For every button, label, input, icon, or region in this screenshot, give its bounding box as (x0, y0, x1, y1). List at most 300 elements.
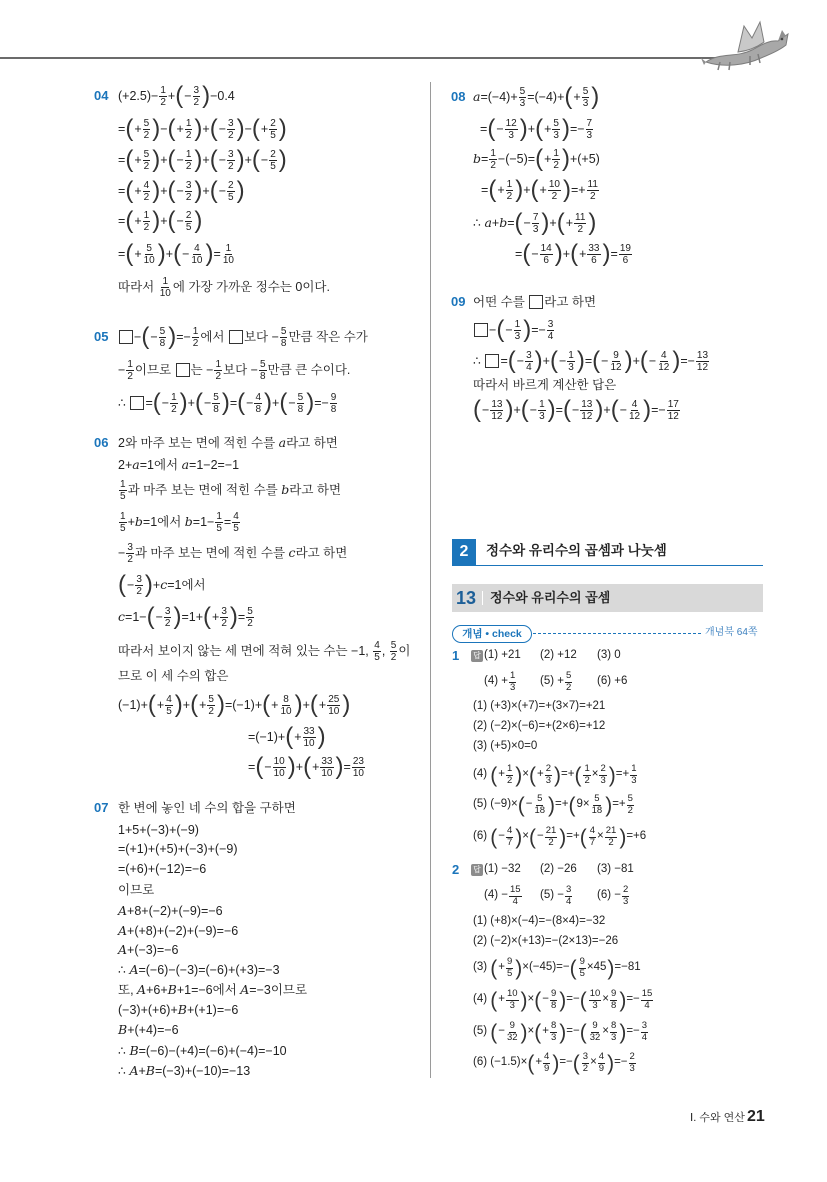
answer-icon: 답 (471, 864, 483, 876)
paren-group (203, 605, 238, 629)
numerator: 3 (185, 179, 192, 191)
math-text: = (507, 215, 515, 230)
math-text: =− (566, 1025, 580, 1038)
math-text: ( + (199, 697, 207, 712)
math-text: ( + (498, 993, 505, 1006)
denominator: 2 (577, 223, 583, 235)
math-text: + (182, 697, 191, 712)
paren-group (490, 826, 522, 848)
numerator: 3 (228, 148, 234, 160)
numerator: 4 (374, 639, 380, 651)
paren-group (488, 178, 523, 202)
math-text: = (118, 121, 126, 136)
fraction (667, 399, 680, 422)
denominator: 3 (629, 1062, 635, 1074)
math-text: × (597, 830, 604, 843)
paren-group (153, 391, 188, 415)
paren-group (195, 391, 230, 415)
math-line (118, 475, 341, 505)
math-text: = (145, 395, 153, 410)
fraction (352, 756, 365, 779)
denominator: 8 (611, 999, 617, 1011)
math-text: +(+4)=−6 (127, 1022, 179, 1037)
fraction (259, 359, 267, 382)
numerator: 5 (565, 670, 572, 681)
denominator: 8 (330, 403, 337, 415)
numerator: ( 9 (579, 956, 585, 967)
math-text: = (555, 402, 563, 417)
math-text: (1) (+3)×(+7)=+(3×7)=+21 (473, 700, 606, 713)
math-line (118, 322, 368, 352)
concept-book-ref: 개념북 64쪽 (705, 627, 758, 638)
math-text: = (343, 759, 351, 774)
denominator: 4 (547, 330, 554, 342)
paren-group (118, 573, 153, 597)
variable: A (129, 1062, 139, 1078)
math-text: ( − (260, 152, 269, 167)
fraction (506, 764, 513, 786)
fraction (126, 542, 134, 565)
solution-line (473, 953, 641, 983)
denominator: 5 (228, 191, 234, 203)
math-text: × (602, 993, 610, 1006)
denominator: 2 (490, 159, 496, 171)
denominator: 8 (550, 999, 557, 1011)
math-line (118, 690, 350, 720)
variable: B (177, 1001, 187, 1017)
math-text: + (562, 246, 571, 261)
math-text: ( − (525, 798, 533, 811)
fraction (170, 392, 178, 415)
math-text: + (549, 215, 557, 230)
variable: c (288, 544, 296, 560)
denominator: 3 (545, 774, 551, 786)
math-text: + (513, 402, 521, 417)
variable: B (145, 1062, 155, 1078)
denominator: 2 (551, 190, 558, 202)
math-text: =+ (612, 798, 626, 811)
denominator: 10 (303, 737, 315, 749)
math-text: × (591, 768, 599, 781)
math-text: (6) (473, 830, 491, 843)
variable: b (184, 513, 193, 529)
denominator: 9 (598, 1062, 605, 1074)
fraction (269, 118, 277, 141)
denominator: 2 (143, 221, 150, 233)
fraction (547, 319, 555, 342)
denominator: 2 (247, 617, 253, 629)
numerator: 2 (270, 117, 276, 129)
math-text: 이므로 (134, 362, 175, 377)
math-text: =(−4)+ (480, 89, 518, 104)
fraction (545, 826, 558, 848)
denominator: 8 (213, 403, 219, 415)
math-text: + (272, 395, 280, 410)
denominator: 7 (506, 836, 513, 848)
numerator: 2 (545, 763, 551, 774)
math-text: (1) +21 (484, 649, 521, 662)
numerator: ( 10 (589, 988, 601, 999)
fraction (565, 885, 572, 907)
math-line (118, 661, 229, 691)
math-text: =1에서 (139, 457, 182, 472)
paren-group (255, 755, 295, 779)
fraction (193, 85, 201, 108)
numerator: 5 (259, 358, 266, 370)
paren-group (573, 1052, 614, 1074)
numerator: 3 (164, 605, 171, 617)
math-text: =(−3)+(−10)=−13 (154, 1063, 251, 1078)
numerator: 9 (611, 988, 617, 999)
math-text: (2) (−2)×(−6)=+(2×6)=+12 (473, 720, 606, 733)
math-text: 에서 (200, 329, 228, 344)
math-text: (1) −32 (484, 863, 521, 876)
math-text: ( + (536, 768, 544, 781)
math-text: 라고 하면 (289, 482, 342, 497)
denominator: 2 (171, 403, 177, 415)
fraction (220, 606, 228, 629)
math-text: =− (531, 322, 546, 337)
math-text: 라고 하면 (295, 545, 348, 560)
solution-line (473, 790, 635, 820)
numerator: 3 (127, 541, 133, 553)
fraction (540, 243, 553, 266)
numerator: 9 (506, 956, 513, 967)
math-text: =− (651, 402, 666, 417)
fraction (552, 148, 560, 171)
math-text: + (160, 152, 168, 167)
numerator: 4 (233, 510, 239, 522)
math-text: =− (314, 395, 329, 410)
fraction (622, 885, 629, 907)
math-text: = (610, 246, 618, 261)
paren-group (148, 693, 183, 717)
fraction (509, 671, 516, 693)
denominator: 5 (579, 967, 585, 979)
math-text: ( − (531, 246, 539, 261)
paren-group (168, 148, 203, 172)
fraction (582, 86, 590, 109)
denominator: 2 (185, 129, 192, 141)
numerator: 1 (127, 358, 133, 370)
numerator: 1 (225, 242, 232, 254)
denominator: 18 (534, 804, 546, 816)
denominator: 7 (589, 836, 596, 848)
fraction (159, 276, 172, 299)
denominator: 12 (658, 361, 670, 373)
fraction (373, 640, 381, 663)
blank-box (130, 396, 144, 410)
denominator: 8 (159, 337, 166, 349)
math-line (473, 208, 596, 238)
paren-group (279, 391, 314, 415)
math-text: ( + (134, 152, 142, 167)
math-text: =(+1)+(+5)+(−3)+(−9) (118, 841, 238, 856)
solution-line (473, 822, 646, 852)
paren-group (168, 209, 203, 233)
paren-group (490, 764, 522, 786)
math-text: ( + (535, 1056, 543, 1069)
numerator: 4 (194, 242, 200, 254)
denominator: 10 (273, 767, 285, 779)
solution-line (473, 760, 638, 790)
fraction (143, 243, 156, 266)
math-text: 따라서 (118, 279, 158, 294)
denominator: 3 (553, 129, 559, 141)
fraction (390, 640, 398, 663)
numerator: 3 (136, 573, 142, 585)
math-text: × (522, 830, 529, 843)
paren-group (141, 325, 176, 349)
math-text: ×45 (586, 961, 607, 974)
math-text: = (500, 353, 508, 368)
fraction (227, 118, 235, 141)
fraction (506, 1021, 519, 1043)
fraction (589, 826, 596, 848)
math-line (248, 752, 366, 782)
math-line (118, 1056, 250, 1086)
math-text: ( − (176, 183, 184, 198)
numerator: 4 (143, 179, 150, 191)
math-text: + (527, 121, 536, 136)
fraction (303, 726, 316, 749)
denominator: 2 (228, 129, 234, 141)
numerator: 3 (565, 884, 572, 895)
math-text: (6) (−1.5)× (473, 1056, 528, 1069)
math-text: − (118, 545, 126, 560)
fraction (550, 1021, 557, 1043)
math-text: ( + (565, 215, 574, 230)
math-text: + (187, 395, 195, 410)
concept-check-tag: 개념 • check (452, 625, 532, 643)
denominator: 12 (667, 410, 679, 422)
denominator: 5 (120, 490, 126, 502)
chapter-label: Ⅰ. 수와 연산 (690, 1112, 745, 1124)
numerator: 4 (166, 693, 172, 705)
fraction (190, 243, 203, 266)
math-text: =− (559, 1056, 573, 1069)
math-text: + (244, 152, 252, 167)
math-text: =1에서 (142, 514, 185, 529)
solution-line (473, 732, 537, 762)
fraction (214, 359, 222, 382)
numerator: 1 (192, 325, 199, 337)
denominator: 12 (610, 361, 622, 373)
math-text: + (202, 183, 210, 198)
math-text: +6+ (146, 982, 168, 997)
math-line (118, 272, 330, 302)
math-text: =+ (561, 768, 575, 781)
math-text: ( + (156, 697, 165, 712)
math-text: + (160, 183, 168, 198)
fraction (565, 671, 572, 693)
math-text: + (202, 152, 210, 167)
math-text: ( − (264, 759, 272, 774)
math-line (118, 81, 235, 111)
paren-group (490, 957, 522, 979)
math-text: ( + (539, 182, 547, 197)
math-text: 라고 하면 (544, 294, 597, 309)
numerator: 19 (619, 242, 631, 254)
paren-group (285, 725, 325, 749)
math-text: = (229, 395, 238, 410)
math-line (118, 145, 287, 175)
numerator: 2 (629, 1051, 635, 1062)
math-text: × (527, 1025, 535, 1038)
math-text: − (160, 121, 168, 136)
math-line (118, 206, 202, 236)
denominator: 18 (591, 804, 603, 816)
math-text: 과 마주 보는 면에 적힌 수를 (127, 482, 282, 497)
math-text: 이 (398, 643, 411, 658)
numerator: 21 (545, 825, 557, 836)
math-text: + (127, 514, 135, 529)
math-text: 과 마주 보는 면에 적힌 수를 (134, 545, 289, 560)
math-text: +(+8)+(−2)+(−9)=−6 (127, 923, 239, 938)
variable: b (281, 481, 290, 497)
variable: b (499, 214, 508, 230)
math-text: +8+(−2)+(−9)=−6 (127, 903, 223, 918)
math-line (481, 175, 600, 205)
numerator: 9 (330, 391, 337, 403)
math-text: 보다 − (223, 362, 258, 377)
paren-group (473, 398, 513, 422)
denominator: 10 (321, 767, 333, 779)
numerator: 9 (509, 1020, 515, 1031)
math-text: (4) (473, 993, 491, 1006)
fraction (135, 574, 143, 597)
math-text: =− (569, 121, 585, 136)
math-text: ( + (134, 246, 142, 261)
problem-number: 09 (451, 294, 466, 309)
math-text: = (481, 182, 489, 197)
denominator: 2 (548, 836, 554, 848)
math-text: 이므로 (118, 882, 155, 897)
math-text: ∴ (118, 1043, 130, 1058)
numerator: 1 (215, 358, 221, 370)
math-text: 한 변에 놓인 네 수의 합을 구하면 (118, 800, 296, 815)
numerator: 1 (171, 391, 177, 403)
numerator: 5 (247, 605, 253, 617)
math-text: =+ (570, 182, 586, 197)
denominator: 3 (631, 774, 637, 786)
paren-group (574, 764, 615, 786)
numerator: 1 (185, 117, 192, 129)
math-text: + (138, 1063, 146, 1078)
math-text: =(−1)+ (248, 729, 286, 744)
fraction (505, 118, 518, 141)
math-text: (2) (−2)×(+13)=−(2×13)=−26 (473, 935, 619, 948)
math-line (473, 82, 599, 112)
numerator: 11 (587, 178, 598, 190)
math-text: ∴ (118, 962, 130, 977)
fraction (185, 118, 193, 141)
paren-group (210, 117, 245, 141)
paren-group (527, 1052, 559, 1074)
math-text: +(−3)=−6 (127, 942, 179, 957)
blank-box (229, 330, 243, 344)
denominator: 2 (553, 159, 559, 171)
numerator: 2 (600, 763, 606, 774)
denominator: 3 (600, 774, 606, 786)
section-number-box: 2 (452, 539, 476, 565)
numerator: 5 (390, 639, 397, 651)
numerator: 5 (280, 325, 287, 337)
math-text: ( − (161, 395, 170, 410)
math-text: ( − (184, 88, 192, 103)
math-text: = (118, 152, 126, 167)
numerator: 3 (547, 318, 554, 330)
denominator: 2 (127, 553, 133, 565)
math-text: ( − (218, 121, 226, 136)
fraction (514, 319, 522, 342)
paren-group (570, 242, 610, 266)
math-text: +(+5) (569, 151, 600, 166)
paren-group (531, 178, 571, 202)
math-text: =−3이므로 (249, 982, 308, 997)
variable: A (240, 981, 250, 997)
numerator: 3 (526, 349, 532, 361)
math-text: (4) − (484, 889, 508, 902)
math-text: ( − (155, 609, 163, 624)
paren-group (147, 605, 182, 629)
numerator: 7 (532, 211, 539, 223)
numerator: 33 (303, 725, 315, 737)
math-text: = (237, 609, 246, 624)
variable: c (118, 608, 126, 624)
fraction (164, 606, 172, 629)
page-number: 21 (747, 1108, 765, 1125)
solution-line (473, 1048, 637, 1078)
numerator: 4 (631, 398, 638, 410)
math-text: − (134, 329, 142, 344)
math-text: 어떤 수를 (473, 294, 529, 309)
lesson-title: 정수와 유리수의 곱셈 (490, 590, 611, 605)
lesson-bar (452, 584, 763, 612)
fraction (327, 694, 340, 717)
numerator: 1 (120, 510, 126, 522)
math-text: ( − (246, 395, 254, 410)
numerator: 5 (159, 325, 166, 337)
math-text: 또, (118, 982, 138, 997)
fraction (254, 392, 262, 415)
math-text: (−3)+(+6)+ (118, 1002, 178, 1017)
math-line (118, 507, 241, 537)
paren-group (564, 85, 599, 109)
blank-box (119, 330, 133, 344)
math-text: (5) (473, 1025, 491, 1038)
math-text: −0.4 (210, 88, 235, 103)
paren-group (580, 1021, 627, 1043)
fraction (185, 149, 193, 172)
numerator: 5 (143, 117, 150, 129)
math-line (118, 355, 350, 385)
paren-group (252, 117, 287, 141)
math-text: 1+5+(−3)+(−9) (118, 822, 199, 837)
fraction (641, 1021, 648, 1043)
fraction (269, 149, 277, 172)
section-title: 정수와 유리수의 곱셈과 나눗셈 (486, 543, 667, 558)
numerator: 10 (548, 178, 560, 190)
denominator: 3 (586, 129, 593, 141)
numerator: 4 (660, 349, 667, 361)
fraction (587, 243, 600, 266)
denominator: 12 (629, 410, 641, 422)
math-text: =− (176, 329, 191, 344)
paren-group (563, 398, 603, 422)
math-text: ( − (496, 121, 504, 136)
fraction (627, 794, 634, 816)
